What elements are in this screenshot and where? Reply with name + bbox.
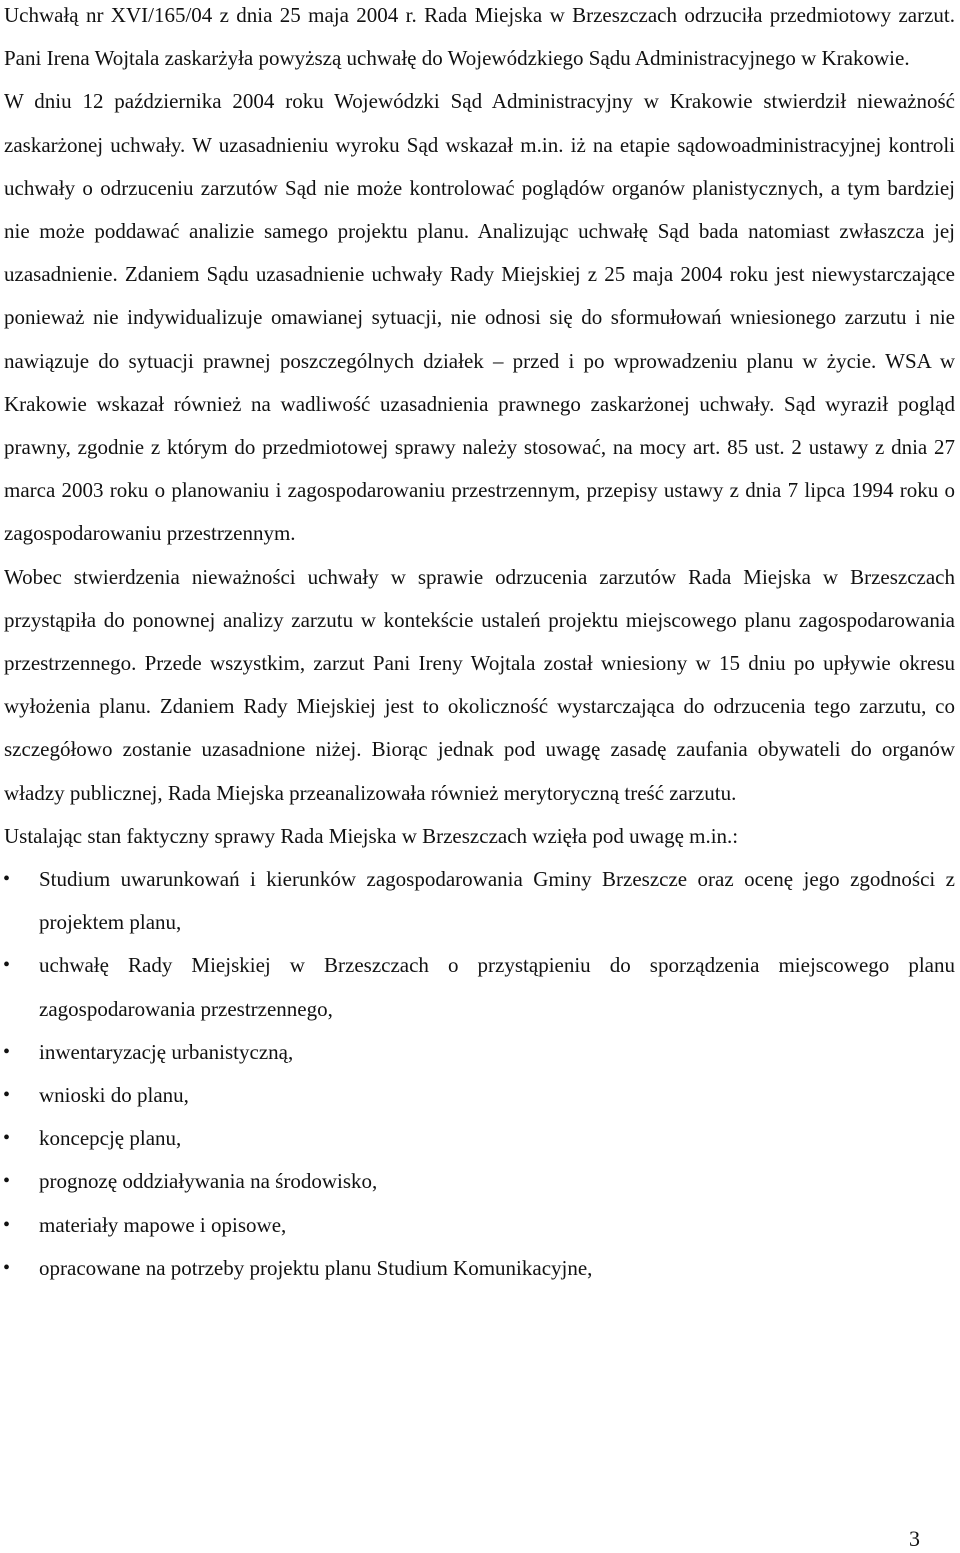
bullet-icon: • bbox=[3, 1170, 11, 1193]
list-item bbox=[4, 1160, 955, 1203]
bullet-icon: • bbox=[3, 1213, 11, 1236]
list-item bbox=[4, 1031, 955, 1074]
document-body bbox=[4, 0, 955, 1290]
list-item bbox=[4, 858, 955, 944]
paragraph-court-ruling: W dniu 12 października 2004 roku Wojewódzki Sąd Administracyjny w Krakowie stwierdził nieważność zaskarżonej uchwały. W uzasadnieniu wyroku Sąd wskazał m.in. iż na etapie sądowoadministracyjnej kontroli uchwały o odrzuceniu zarzutów Sąd nie może kontrolować poglądów organów planistycznych, a tym bardziej nie może poddawać analizie samego projektu planu. Analizując uchwałę Sąd bada natomiast zwłaszcza jej uzasadnienie. Zdaniem Sądu uzasadnienie uchwały Rady Miejskiej z 25 maja 2004 roku jest niewystarczające ponieważ nie indywidualizuje omawianej sytuacji, nie odnosi się do sformułowań wniesionego zarzutu i nie nawiązuje do sytuacji prawnej poszczególnych działek – przed i po wprowadzeniu planu w życie. WSA w Krakowie wskazał również na wadliwość uzasadnienia prawnego zaskarżonej uchwały. Sąd wyraził pogląd prawny, zgodnie z którym do przedmiotowej sprawy należy stosować, na mocy art. 85 ust. 2 ustawy z dnia 27 marca 2003 roku o planowaniu i zagospodarowaniu przestrzennym, przepisy ustawy z dnia 7 lipca 1994 roku o zagospodarowaniu przestrzennym. bbox=[4, 89, 955, 546]
bullet-icon: • bbox=[3, 1127, 11, 1150]
bullet-icon: • bbox=[3, 1256, 11, 1279]
list-item-text: uchwałę Rady Miejskiej w Brzeszczach o przystąpieniu do sporządzenia miejscowego planu zagospodarowania przestrzennego, bbox=[39, 953, 955, 1021]
list-item-text: prognozę oddziaływania na środowisko, bbox=[39, 1169, 378, 1194]
list-item bbox=[4, 1204, 955, 1247]
list-item-text: opracowane na potrzeby projektu planu Studium Komunikacyjne, bbox=[39, 1255, 593, 1280]
bullet-icon: • bbox=[3, 868, 11, 891]
list-item bbox=[4, 1247, 955, 1290]
list-item bbox=[4, 944, 955, 1030]
bullet-icon: • bbox=[3, 1040, 11, 1063]
paragraph-facts-intro: Ustalając stan faktyczny sprawy Rada Miejska w Brzeszczach wzięła pod uwagę m.in.: bbox=[4, 823, 739, 848]
list-item-text: inwentaryzację urbanistyczną, bbox=[39, 1039, 294, 1064]
list-item bbox=[4, 1117, 955, 1160]
considered-materials-list bbox=[4, 858, 955, 1290]
list-item bbox=[4, 1074, 955, 1117]
list-item-text: koncepcję planu, bbox=[39, 1126, 182, 1151]
page-number: 3 bbox=[909, 1526, 920, 1551]
list-item-text: Studium uwarunkowań i kierunków zagospodarowania Gminy Brzeszcze oraz ocenę jego zgodności z projektem planu, bbox=[39, 867, 955, 935]
paragraph-resolution-rejection: Uchwałą nr XVI/165/04 z dnia 25 maja 2004 r. Rada Miejska w Brzeszczach odrzuciła przedmiotowy zarzut. Pani Irena Wojtala zaskarżyła powyższą uchwałę do Wojewódzkiego Sądu Administracyjnego w Krakowie. bbox=[4, 3, 955, 71]
list-item-text: wnioski do planu, bbox=[39, 1083, 189, 1108]
list-item-text: materiały mapowe i opisowe, bbox=[39, 1212, 287, 1237]
bullet-icon: • bbox=[3, 1084, 11, 1107]
paragraph-reanalysis: Wobec stwierdzenia nieważności uchwały w sprawie odrzucenia zarzutów Rada Miejska w Brzeszczach przystąpiła do ponownej analizy zarzutu w kontekście ustaleń projektu miejscowego planu zagospodarowania przestrzennego. Przede wszystkim, zarzut Pani Ireny Wojtala został wniesiony w 15 dniu po upływie okresu wyłożenia planu. Zdaniem Rady Miejskiej jest to okoliczność wystarczająca do odrzucenia tego zarzutu, co szczegółowo zostanie uzasadnione niżej. Biorąc jednak pod uwagę zasadę zaufania obywateli do organów władzy publicznej, Rada Miejska przeanalizowała również merytoryczną treść zarzutu. bbox=[4, 564, 955, 805]
bullet-icon: • bbox=[3, 954, 11, 977]
